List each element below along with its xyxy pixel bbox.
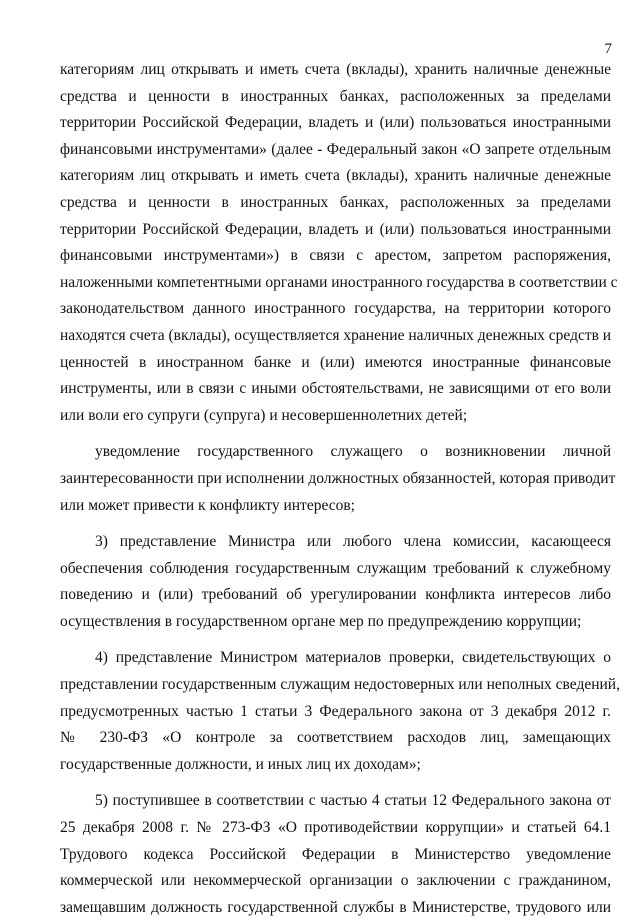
text-line: находятся счета (вклады), осуществляется хранение наличных денежных средств и: [60, 326, 612, 344]
text-line: средства и ценности в иностранных банках, расположенных за пределами: [60, 193, 611, 211]
text-line: категориям лиц открывать и иметь счета (вклады), хранить наличные денежные: [60, 61, 611, 78]
text-line: осуществления в государственном органе мер по предупреждению коррупции;: [60, 612, 582, 630]
text-line: обеспечения соблюдения государственным служащим требований к служебному: [60, 559, 611, 577]
paragraph-item-4: [60, 645, 620, 778]
text-line: ценностей в иностранном банке и (или) имеются иностранные финансовые: [60, 353, 611, 371]
text-line: заинтересованности при исполнении должностных обязанностей, которая приводит: [60, 469, 616, 487]
text-line: или воли его супруги (супруга) и несовершеннолетних детей;: [60, 406, 468, 424]
text-line: законодательством данного иностранного государства, на территории которого: [60, 300, 611, 318]
text-line: финансовыми инструментами» (далее - Федеральный закон «О запрете отдельным: [60, 140, 611, 158]
text-line: 3) представление Министра или любого члена комиссии, касающееся: [95, 533, 611, 551]
body-text: [60, 57, 620, 921]
text-line: 5) поступившее в соответствии с частью 4 статьи 12 Федерального закона от: [95, 792, 611, 810]
text-line: территории Российской Федерации, владеть и (или) пользоваться иностранными: [60, 220, 611, 238]
paragraph-item-5: [60, 788, 611, 921]
text-line: № 230-ФЗ «О контроле за соответствием расходов лиц, замещающих: [60, 729, 611, 747]
text-line: замещавшим должность государственной службы в Министерстве, трудового или: [60, 898, 611, 916]
text-line: или может привести к конфликту интересов;: [60, 496, 355, 514]
text-line: инструменты, или в связи с иными обстоятельствами, не зависящими от его воли: [60, 380, 611, 398]
text-line: 4) представление Министром материалов проверки, свидетельствующих о: [95, 649, 611, 667]
text-line: поведению и (или) требований об урегулировании конфликта интересов либо: [60, 586, 611, 604]
text-line: коммерческой или некоммерческой организации о заключении с гражданином,: [60, 872, 611, 890]
text-line: территории Российской Федерации, владеть и (или) пользоваться иностранными: [60, 114, 611, 132]
text-line: категориям лиц открывать и иметь счета (вклады), хранить наличные денежные: [60, 167, 611, 185]
text-line: финансовыми инструментами») в связи с арестом, запретом распоряжения,: [60, 247, 611, 265]
text-line: предусмотренных частью 1 статьи 3 Федерального закона от 3 декабря 2012 г.: [60, 702, 611, 720]
text-line: средства и ценности в иностранных банках, расположенных за пределами: [60, 87, 611, 105]
paragraph-prohibition-continuation: [60, 57, 618, 429]
paragraph-spacer: [60, 778, 611, 788]
text-line: Трудового кодекса Российской Федерации в Министерство уведомление: [60, 845, 611, 863]
text-line: государственные должности, и иных лиц их доходам»;: [60, 755, 421, 773]
paragraph-item-3: [60, 529, 611, 635]
page-number: 7: [604, 41, 612, 57]
paragraph-conflict-notice: [60, 439, 616, 519]
text-line: представлении государственным служащим недостоверных или неполных сведений,: [60, 676, 620, 694]
text-line: 25 декабря 2008 г. № 273-ФЗ «О противодействии коррупции» и статьей 64.1: [60, 819, 611, 837]
paragraph-spacer: [60, 519, 611, 529]
paragraph-spacer: [60, 429, 611, 439]
text-line: уведомление государственного служащего о возникновении личной: [95, 443, 611, 461]
paragraph-spacer: [60, 635, 611, 645]
text-line: наложенными компетентными органами иностранного государства в соответствии с: [60, 273, 618, 291]
